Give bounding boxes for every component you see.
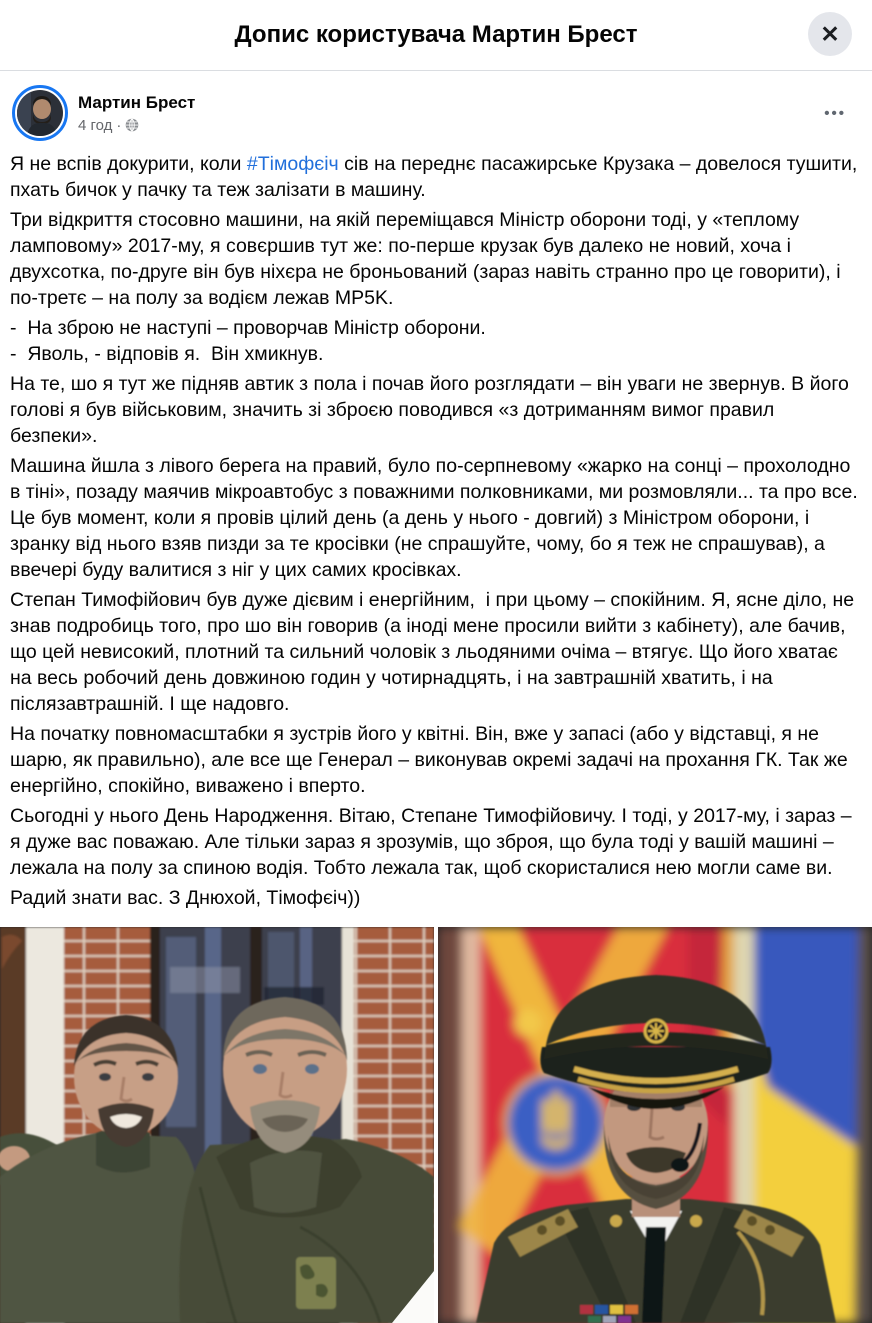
dialogue-line-1: - На зброю не наступі – проворчав Міністр оборони. (10, 317, 486, 339)
timestamp[interactable]: 4 год (78, 116, 113, 134)
post-paragraph-9: Радий знати вас. З Днюхой, Тімофєіч)) (10, 887, 361, 909)
globe-icon (125, 118, 139, 132)
ellipsis-icon: ••• (824, 104, 846, 122)
close-icon: ✕ (820, 20, 840, 47)
avatar-image (17, 90, 63, 136)
post-paragraph-2: Три відкриття стосовно машини, на якій переміщався Міністр оборони тоді, у «теплому ламповому» 2017-му, я совєршив тут же: по-перше крузак був далеко не новий, хоча і двухсотка, по-друге він був ніхєра не броньований (зараз навіть странно про це говорити), і по-третє – на полу за водієм лежав MP5K. (10, 209, 846, 309)
post-photo-1[interactable] (0, 927, 434, 1323)
photo-general-with-flags (438, 927, 872, 1323)
post-paragraph-1 (10, 151, 862, 203)
paragraph-text: Я не вспів докурити, коли (10, 153, 247, 175)
post-paragraph-6: Степан Тимофійович був дуже дієвим і енергійним, і при цьому – спокійним. Я, ясне діло, не знав подробиць того, про шо він говорив (а іноді мене просили вийти з кабінету), але бачив, що цей невисокий, плотний та сильний чоловік з льодяними очіма – втягує. Що його хватає на весь робочий день довжиною годин у чотирнадцять, і на завтрашній хватить, і на післязавтрашній. І ще надовго. (10, 589, 860, 715)
post-menu-button[interactable] (814, 100, 856, 127)
post-paragraph-5: Машина йшла з лівого берега на правий, було по-серпневому «жарко на сонці – прохолодно в тіні», позаду маячив мікроавтобус з поважними полковниками, ми розмовляли... та про все. Це був момент, коли я провів цілий день (а день у нього - довгий) з Міністром оборони, і зранку від нього взяв пизди за те кросівки (не спрашуйте, чому, бо я теж не спрашував), а ввечері буду валитися з ніг у цих самих кросівках. (10, 455, 864, 581)
dialogue-line-2: - Яволь, - відповів я. Він хмикнув. (10, 343, 324, 365)
avatar-photo (17, 90, 63, 136)
hashtag-link[interactable]: #Тімофєіч (246, 153, 339, 175)
page-title: Допис користувача Мартин Брест (234, 21, 638, 48)
author-block (78, 92, 195, 135)
post-paragraph-8: Сьогодні у нього День Народження. Вітаю, Степане Тимофійовичу. І тоді, у 2017-му, і зараз – я дуже вас поважаю. Але тільки зараз я зрозумів, що зброя, що була тоді у вашій машині – лежала на полу за спиною водія. Тобто лежала так, щоб скористалися нею могли саме ви. (10, 805, 857, 879)
post-photos (0, 927, 872, 1323)
post-paragraph-4: На те, шо я тут же підняв автик з пола і почав його розглядати – він уваги не звернув. В його голові я був військовим, значить зі зброєю поводився «з дотриманням вимог правил безпеки». (10, 373, 855, 447)
post-meta (78, 116, 195, 135)
post-paragraph-3 (10, 315, 862, 367)
post-text (0, 147, 872, 911)
modal-header (0, 0, 872, 71)
photo-selfie-two-men (0, 927, 434, 1323)
meta-separator: · (116, 116, 122, 134)
avatar[interactable] (12, 85, 68, 141)
author-name[interactable]: Мартин Брест (78, 92, 196, 112)
close-button[interactable] (808, 12, 852, 56)
post-photo-2[interactable] (438, 927, 872, 1323)
post-header (0, 71, 872, 147)
post-paragraph-7: На початку повномасштабки я зустрів його у квітні. Він, вже у запасі (або у відставці, я не шарю, як правильно), але все ще Генерал – виконував окремі задачі на прохання ГК. Так же енергійно, спокійно, виважено і вперто. (10, 723, 854, 797)
paragraph-text: сів на переднє пасажирське Крузака – довелося тушити, пхать бичок у пачку та теж залізати в машину. (10, 153, 863, 201)
